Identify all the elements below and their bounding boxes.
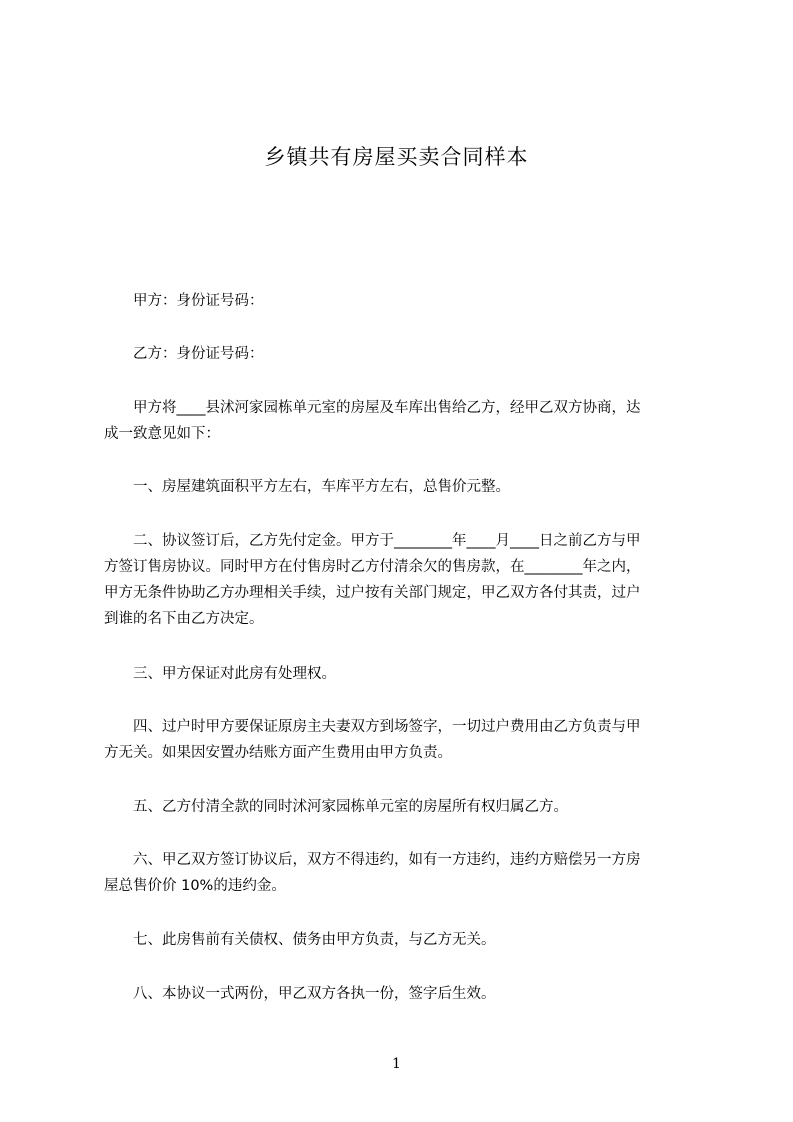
clause-5 — [104, 794, 706, 820]
intro-paragraph — [104, 395, 706, 447]
document-title: 乡镇共有房屋买卖合同样本 — [264, 145, 529, 169]
clause-7 — [104, 927, 706, 953]
paragraph-line: 方签订售房协议。同时甲方在付售房时乙方付清余欠的售房款，在________年之内， — [104, 559, 641, 575]
paragraph-line: 八、本协议一式两份，甲乙双方各执一份，签字后生效。 — [104, 986, 496, 1002]
paragraph-line: 甲方无条件协助乙方办理相关手续，过户按有关部门规定，甲乙双方各付其责，过户 — [104, 585, 641, 601]
clause-2 — [104, 528, 706, 632]
paragraph-line: 甲方：身份证号码： — [104, 293, 264, 309]
paragraph-line: 乙方：身份证号码： — [104, 346, 264, 362]
paragraph-line: 屋总售价价 10%的违约金。 — [104, 878, 286, 894]
paragraph-line: 四、过户时甲方要保证原房主夫妻双方到场签字，一切过户费用由乙方负责与甲 — [104, 719, 641, 735]
party-b-line — [104, 341, 706, 367]
clause-4 — [104, 714, 706, 766]
paragraph-line: 六、甲乙双方签订协议后，双方不得违约，如有一方违约，违约方赔偿另一方房 — [104, 852, 641, 868]
paragraph-line: 到谁的名下由乙方决定。 — [104, 611, 264, 627]
paragraph-line: 甲方将____县沭河家园栋单元室的房屋及车库出售给乙方，经甲乙双方协商，达 — [104, 400, 641, 416]
clause-3 — [104, 661, 706, 687]
page-number: 1 — [392, 1056, 401, 1072]
paragraph-line: 成一致意见如下： — [104, 426, 220, 442]
party-a-line — [104, 288, 706, 314]
clause-8 — [104, 981, 706, 1007]
paragraph-line: 五、乙方付清全款的同时沭河家园栋单元室的房屋所有权归属乙方。 — [104, 799, 568, 815]
paragraph-line: 二、协议签订后，乙方先付定金。甲方于________年____月____日之前乙方与甲 — [104, 533, 641, 549]
paragraph-line: 方无关。如果因安置办结账方面产生费用由甲方负责。 — [104, 745, 452, 761]
paragraph-line: 一、房屋建筑面积平方左右，车库平方左右，总售价元整。 — [104, 479, 510, 495]
paragraph-line: 三、甲方保证对此房有处理权。 — [104, 666, 336, 682]
clause-1 — [104, 474, 706, 500]
paragraph-line: 七、此房售前有关债权、债务由甲方负责，与乙方无关。 — [104, 932, 496, 948]
clause-6 — [104, 847, 706, 899]
